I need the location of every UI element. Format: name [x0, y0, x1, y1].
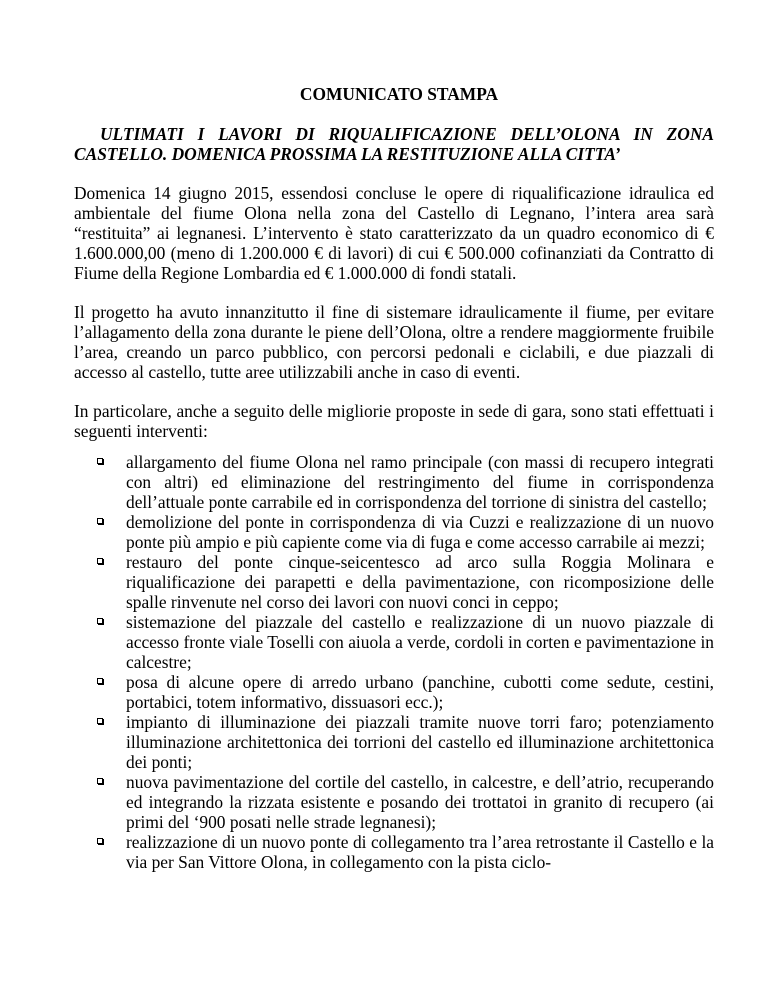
list-item-text: nuova pavimentazione del cortile del castello, in calcestre, e dell’atrio, recuperando ed integrando la rizzata esistente e posando dei trottatoi in granito di recupero (ai primi del ‘900 posati nelle strade legnanesi); [126, 772, 714, 832]
document-heading: COMUNICATO STAMPA [299, 84, 499, 104]
list-item [126, 712, 714, 772]
list-item [126, 772, 714, 832]
list-item [126, 612, 714, 672]
checkbox-bullet-icon [97, 618, 103, 624]
list-item-text: sistemazione del piazzale del castello e realizzazione di un nuovo piazzale di accesso fronte viale Toselli con aiuola a verde, cordoli in corten e pavimentazione in calcestre; [126, 612, 714, 672]
document-subtitle: ULTIMATI I LAVORI DI RIQUALIFICAZIONE DELL’OLONA IN ZONA CASTELLO. DOMENICA PROSSIMA LA RESTITUZIONE ALLA CITTA’ [74, 124, 714, 164]
paragraph-interventions: In particolare, anche a seguito delle migliorie proposte in sede di gara, sono stati effettuati i seguenti interventi: [74, 401, 714, 441]
list-item [126, 832, 714, 872]
checkbox-bullet-icon [97, 678, 103, 684]
checkbox-bullet-icon [97, 778, 103, 784]
checkbox-bullet-icon [97, 718, 103, 724]
list-item-text: realizzazione di un nuovo ponte di collegamento tra l’area retrostante il Castello e la via per San Vittore Olona, in collegamento con la pista ciclo- [126, 832, 714, 872]
paragraph-project: Il progetto ha avuto innanzitutto il fine di sistemare idraulicamente il fiume, per evitare l’allagamento della zona durante le piene dell’Olona, oltre a rendere maggiormente fruibile l’area, creando un parco pubblico, con percorsi pedonali e ciclabili, e due piazzali di accesso al castello, tutte aree utilizzabili anche in caso di eventi. [74, 302, 714, 382]
checkbox-bullet-icon [97, 558, 103, 564]
list-item-text: allargamento del fiume Olona nel ramo principale (con massi di recupero integrati con altri) ed eliminazione del restringimento del fiume in corrispondenza dell’attuale ponte carrabile ed in corrispondenza del torrione di sinistra del castello; [126, 452, 714, 512]
list-item-text: impianto di illuminazione dei piazzali tramite nuove torri faro; potenziamento illuminazione architettonica dei torrioni del castello ed illuminazione architettonica dei ponti; [126, 712, 714, 772]
interventions-list [74, 452, 714, 872]
paragraph-intro: Domenica 14 giugno 2015, essendosi concluse le opere di riqualificazione idraulica ed ambientale del fiume Olona nella zona del Castello di Legnano, l’intera area sarà “restituita” ai legnanesi. L’intervento è stato caratterizzato da un quadro economico di € 1.600.000,00 (meno di 1.200.000 € di lavori) di cui € 500.000 cofinanziati da Contratto di Fiume della Regione Lombardia ed € 1.000.000 di fondi statali. [74, 183, 714, 283]
list-item [126, 512, 714, 552]
checkbox-bullet-icon [97, 458, 103, 464]
list-item-text: restauro del ponte cinque-seicentesco ad arco sulla Roggia Molinara e riqualificazione dei parapetti e della pavimentazione, con ricomposizione delle spalle rinvenute nel corso dei lavori con nuovi conci in ceppo; [126, 552, 714, 612]
list-item [126, 452, 714, 512]
list-item [126, 552, 714, 612]
checkbox-bullet-icon [97, 518, 103, 524]
list-item [126, 672, 714, 712]
document-page [74, 84, 714, 872]
list-item-text: demolizione del ponte in corrispondenza di via Cuzzi e realizzazione di un nuovo ponte più ampio e più capiente come via di fuga e come accesso carrabile ai mezzi; [126, 512, 714, 552]
checkbox-bullet-icon [97, 838, 103, 844]
list-item-text: posa di alcune opere di arredo urbano (panchine, cubotti come sedute, cestini, portabici, totem informativo, dissuasori ecc.); [126, 672, 714, 712]
